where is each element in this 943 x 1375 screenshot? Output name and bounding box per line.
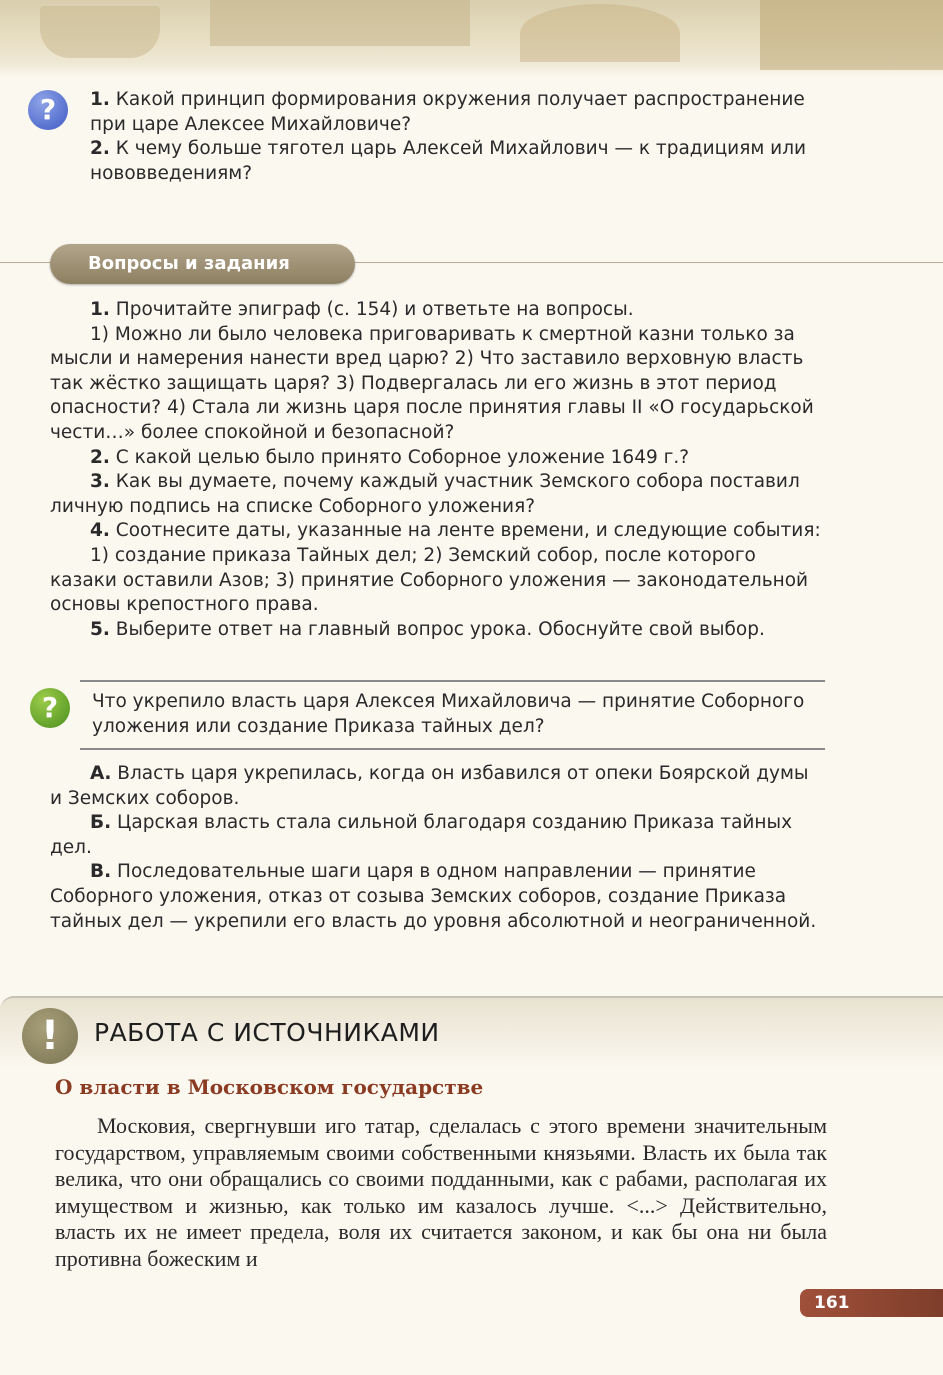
answer-options: [50, 762, 825, 934]
task-text: Выберите ответ на главный вопрос урока. Обоснуйте свой выбор.: [115, 618, 765, 640]
task-text: Как вы думаете, почему каждый участник Земского собора поставил личную подпись на списке Соборного уложения?: [50, 471, 800, 517]
answer-label: В.: [90, 861, 112, 883]
answer-text: Власть царя укрепилась, когда он избавился от опеки Боярской думы и Земских соборов.: [50, 763, 809, 809]
task-text: Прочитайте эпиграф (с. 154) и ответьте на вопросы.: [115, 299, 634, 320]
task-number: 4.: [90, 520, 110, 542]
q1-text: Какой принцип формирования окружения получает распространение при царе Алексее Михайловиче?: [90, 89, 805, 135]
exclamation-icon: !: [22, 1008, 78, 1064]
source-subheading: О власти в Московском государстве: [55, 1075, 484, 1099]
task-subtext: 1) Можно ли было человека приговаривать к смертной казни только за мысли и намерения нанести вред царю? 2) Что заставило верховную власть так жёстко защищать царя? 3) Подвергалась ли его жизнь в этот период опасности? 4) Стала ли жизнь царя после принятия главы II «О государьской чести…» более спокойной и безопасной?: [50, 323, 814, 443]
divider-top: [80, 680, 825, 682]
q2-text: К чему больше тяготел царь Алексей Михайлович — к традициям или нововведениям?: [90, 138, 807, 184]
divider-bottom: [80, 748, 825, 750]
answer-text: Царская власть стала сильной благодаря созданию Приказа тайных дел.: [50, 812, 793, 858]
task-number: 1.: [90, 299, 110, 320]
header-illustration: [0, 0, 943, 78]
q2-number: 2.: [90, 138, 110, 160]
task-text: С какой целью было принято Соборное уложение 1649 г.?: [115, 446, 690, 468]
question-icon: ?: [30, 688, 70, 728]
answer-text: Последовательные шаги царя в одном направлении — принятие Соборного уложения, отказ от созыва Земских соборов, создание Приказа тайных дел — укрепили его власть до уровня абсолютной и неограниченной.: [50, 861, 817, 932]
question-icon: ?: [28, 90, 68, 130]
answer-label: Б.: [90, 812, 112, 834]
sources-title: РАБОТА С ИСТОЧНИКАМИ: [94, 1018, 440, 1047]
tasks-section-title: Вопросы и задания: [50, 244, 355, 284]
task-text: Соотнесите даты, указанные на ленте времени, и следующие события:: [115, 520, 821, 542]
task-number: 3.: [90, 471, 110, 493]
task-subtext: 1) создание приказа Тайных дел; 2) Земский собор, после которого казаки оставили Азов; 3) принятие Соборного уложения — законодательной основы крепостного права.: [50, 544, 809, 616]
q1-number: 1.: [90, 89, 110, 110]
task-number: 2.: [90, 446, 110, 468]
task-number: 5.: [90, 618, 110, 640]
page-number: 161: [800, 1289, 943, 1317]
answer-label: А.: [90, 763, 112, 784]
source-text: Московия, свергнувши иго татар, сделалась с этого времени значительным государством, управляемым своими собственными князьями. Власть их была так велика, что они обращались со своими подданными, как с рабами, располагая их имуществом и жизнью, как только им казалось лучше. <...> Действительно, власть их не имеет предела, воля их считается законом, и как бы она ни была противна божеским и: [55, 1113, 827, 1271]
top-questions: [90, 88, 830, 186]
tasks-list: [50, 298, 825, 642]
main-question-text: Что укрепило власть царя Алексея Михайловича — принятие Соборного уложения или создание Приказа тайных дел?: [92, 691, 805, 737]
